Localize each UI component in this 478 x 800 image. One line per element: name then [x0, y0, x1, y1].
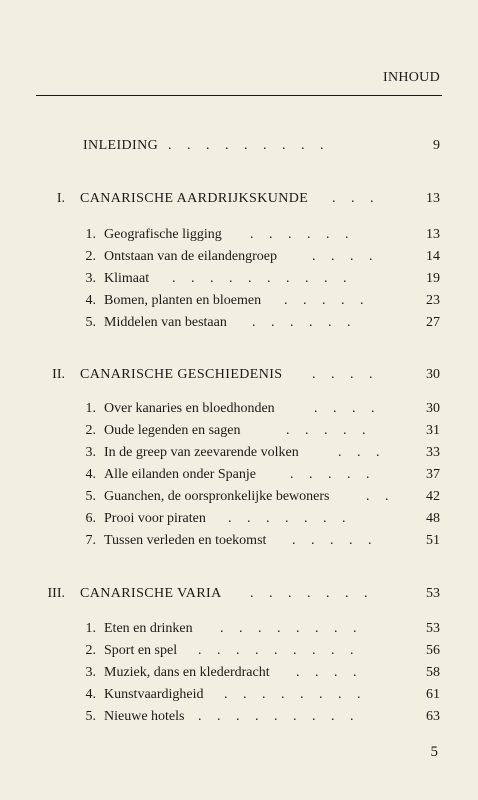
- toc-section-row: [0, 531, 478, 551]
- toc-intro-row: [0, 136, 478, 156]
- section-number: 7.: [85, 533, 96, 548]
- dot-leader: . .: [366, 489, 395, 504]
- page-number: 48: [426, 511, 440, 526]
- toc-section-row: [0, 247, 478, 267]
- dot-leader: . . . . . . . .: [224, 687, 367, 702]
- section-title: Klimaat: [104, 271, 150, 286]
- section-title: Ontstaan van de eilandengroep: [104, 249, 277, 264]
- section-title: Alle eilanden onder Spanje: [104, 467, 257, 482]
- section-number: 2.: [85, 643, 96, 658]
- toc-section-row: [0, 487, 478, 507]
- section-number: 1.: [85, 621, 96, 636]
- dot-leader: . . . . . . . . .: [198, 643, 360, 658]
- toc-section-row: [0, 421, 478, 441]
- page-number: 13: [426, 191, 440, 206]
- section-title: Tussen verleden en toekomst: [104, 533, 267, 548]
- section-number: 3.: [85, 445, 96, 460]
- toc-section-row: [0, 399, 478, 419]
- page-number: 13: [426, 227, 440, 242]
- dot-leader: . . . . . . . . .: [198, 709, 360, 724]
- toc-section-row: [0, 465, 478, 485]
- dot-leader: . . . . . .: [250, 227, 355, 242]
- dot-leader: . . .: [338, 445, 386, 460]
- page-folio: 5: [430, 744, 438, 760]
- page-number: 19: [426, 271, 440, 286]
- page-number: 9: [433, 138, 440, 153]
- toc-section-row: [0, 269, 478, 289]
- page-number: 23: [426, 293, 440, 308]
- chapter-numeral: II.: [52, 367, 65, 382]
- intro-title: INLEIDING: [83, 138, 159, 153]
- section-number: 6.: [85, 511, 96, 526]
- toc-section-row: [0, 685, 478, 705]
- page-number: 53: [426, 621, 440, 636]
- section-title: Eten en drinken: [104, 621, 193, 636]
- dot-leader: . . . . . . . . . .: [172, 271, 353, 286]
- section-number: 1.: [85, 227, 96, 242]
- section-title: Bomen, planten en bloemen: [104, 293, 262, 308]
- dot-leader: . . . . .: [290, 467, 376, 482]
- dot-leader: . . . . . .: [252, 315, 357, 330]
- section-number: 5.: [85, 315, 96, 330]
- dot-leader: . . . . . . .: [250, 586, 374, 601]
- section-number: 3.: [85, 665, 96, 680]
- chapter-numeral: III.: [47, 586, 65, 601]
- dot-leader: . . . . . . .: [228, 511, 352, 526]
- toc-section-row: [0, 619, 478, 639]
- page-number: 42: [426, 489, 440, 504]
- page-number: 53: [426, 586, 440, 601]
- running-head: INHOUD: [382, 70, 440, 85]
- header-rule: [36, 95, 442, 96]
- section-title: Oude legenden en sagen: [104, 423, 241, 438]
- toc-chapter-row: [0, 189, 478, 209]
- section-title: Nieuwe hotels: [104, 709, 185, 724]
- chapter-title: CANARISCHE VARIA: [80, 586, 222, 601]
- toc-section-row: [0, 641, 478, 661]
- toc-section-row: [0, 707, 478, 727]
- dot-leader: . . . .: [296, 665, 363, 680]
- page-number: 63: [426, 709, 440, 724]
- page-number: 33: [426, 445, 440, 460]
- toc-section-row: [0, 663, 478, 683]
- section-number: 2.: [85, 249, 96, 264]
- section-title: Over kanaries en bloedhonden: [104, 401, 275, 416]
- page-number: 61: [426, 687, 440, 702]
- page-number: 14: [426, 249, 440, 264]
- page-number: 27: [426, 315, 440, 330]
- toc-chapter-row: [0, 365, 478, 385]
- toc-section-row: [0, 313, 478, 333]
- page-number: 37: [426, 467, 440, 482]
- section-title: Kunstvaardigheid: [104, 687, 204, 702]
- toc-section-row: [0, 509, 478, 529]
- section-title: Geografische ligging: [104, 227, 222, 242]
- page-number: 51: [426, 533, 440, 548]
- dot-leader: . . . . . . . .: [220, 621, 363, 636]
- page-number: 31: [426, 423, 440, 438]
- section-title: In de greep van zeevarende volken: [104, 445, 299, 460]
- section-number: 5.: [85, 709, 96, 724]
- page-number: 30: [426, 367, 440, 382]
- section-title: Muziek, dans en klederdracht: [104, 665, 270, 680]
- dot-leader: . . . . .: [284, 293, 370, 308]
- dot-leader: . . .: [332, 191, 380, 206]
- section-title: Sport en spel: [104, 643, 178, 658]
- section-title: Guanchen, de oorspronkelijke bewoners: [104, 489, 330, 504]
- toc-section-row: [0, 225, 478, 245]
- dot-leader: . . . .: [312, 367, 379, 382]
- section-number: 2.: [85, 423, 96, 438]
- page-number: 30: [426, 401, 440, 416]
- dot-leader: . . . .: [312, 249, 379, 264]
- section-number: 5.: [85, 489, 96, 504]
- section-number: 4.: [85, 687, 96, 702]
- toc-section-row: [0, 443, 478, 463]
- dot-leader: . . . .: [314, 401, 381, 416]
- chapter-title: CANARISCHE AARDRIJKSKUNDE: [80, 191, 309, 206]
- dot-leader: . . . . .: [286, 423, 372, 438]
- section-number: 4.: [85, 293, 96, 308]
- section-title: Middelen van bestaan: [104, 315, 227, 330]
- section-number: 3.: [85, 271, 96, 286]
- section-number: 4.: [85, 467, 96, 482]
- toc-chapter-row: [0, 584, 478, 604]
- dot-leader: . . . . .: [292, 533, 378, 548]
- page-number: 56: [426, 643, 440, 658]
- chapter-title: CANARISCHE GESCHIEDENIS: [80, 367, 283, 382]
- page-number: 58: [426, 665, 440, 680]
- dot-leader: . . . . . . . . .: [168, 138, 330, 153]
- section-title: Prooi voor piraten: [104, 511, 206, 526]
- section-number: 1.: [85, 401, 96, 416]
- toc-section-row: [0, 291, 478, 311]
- chapter-numeral: I.: [56, 191, 65, 206]
